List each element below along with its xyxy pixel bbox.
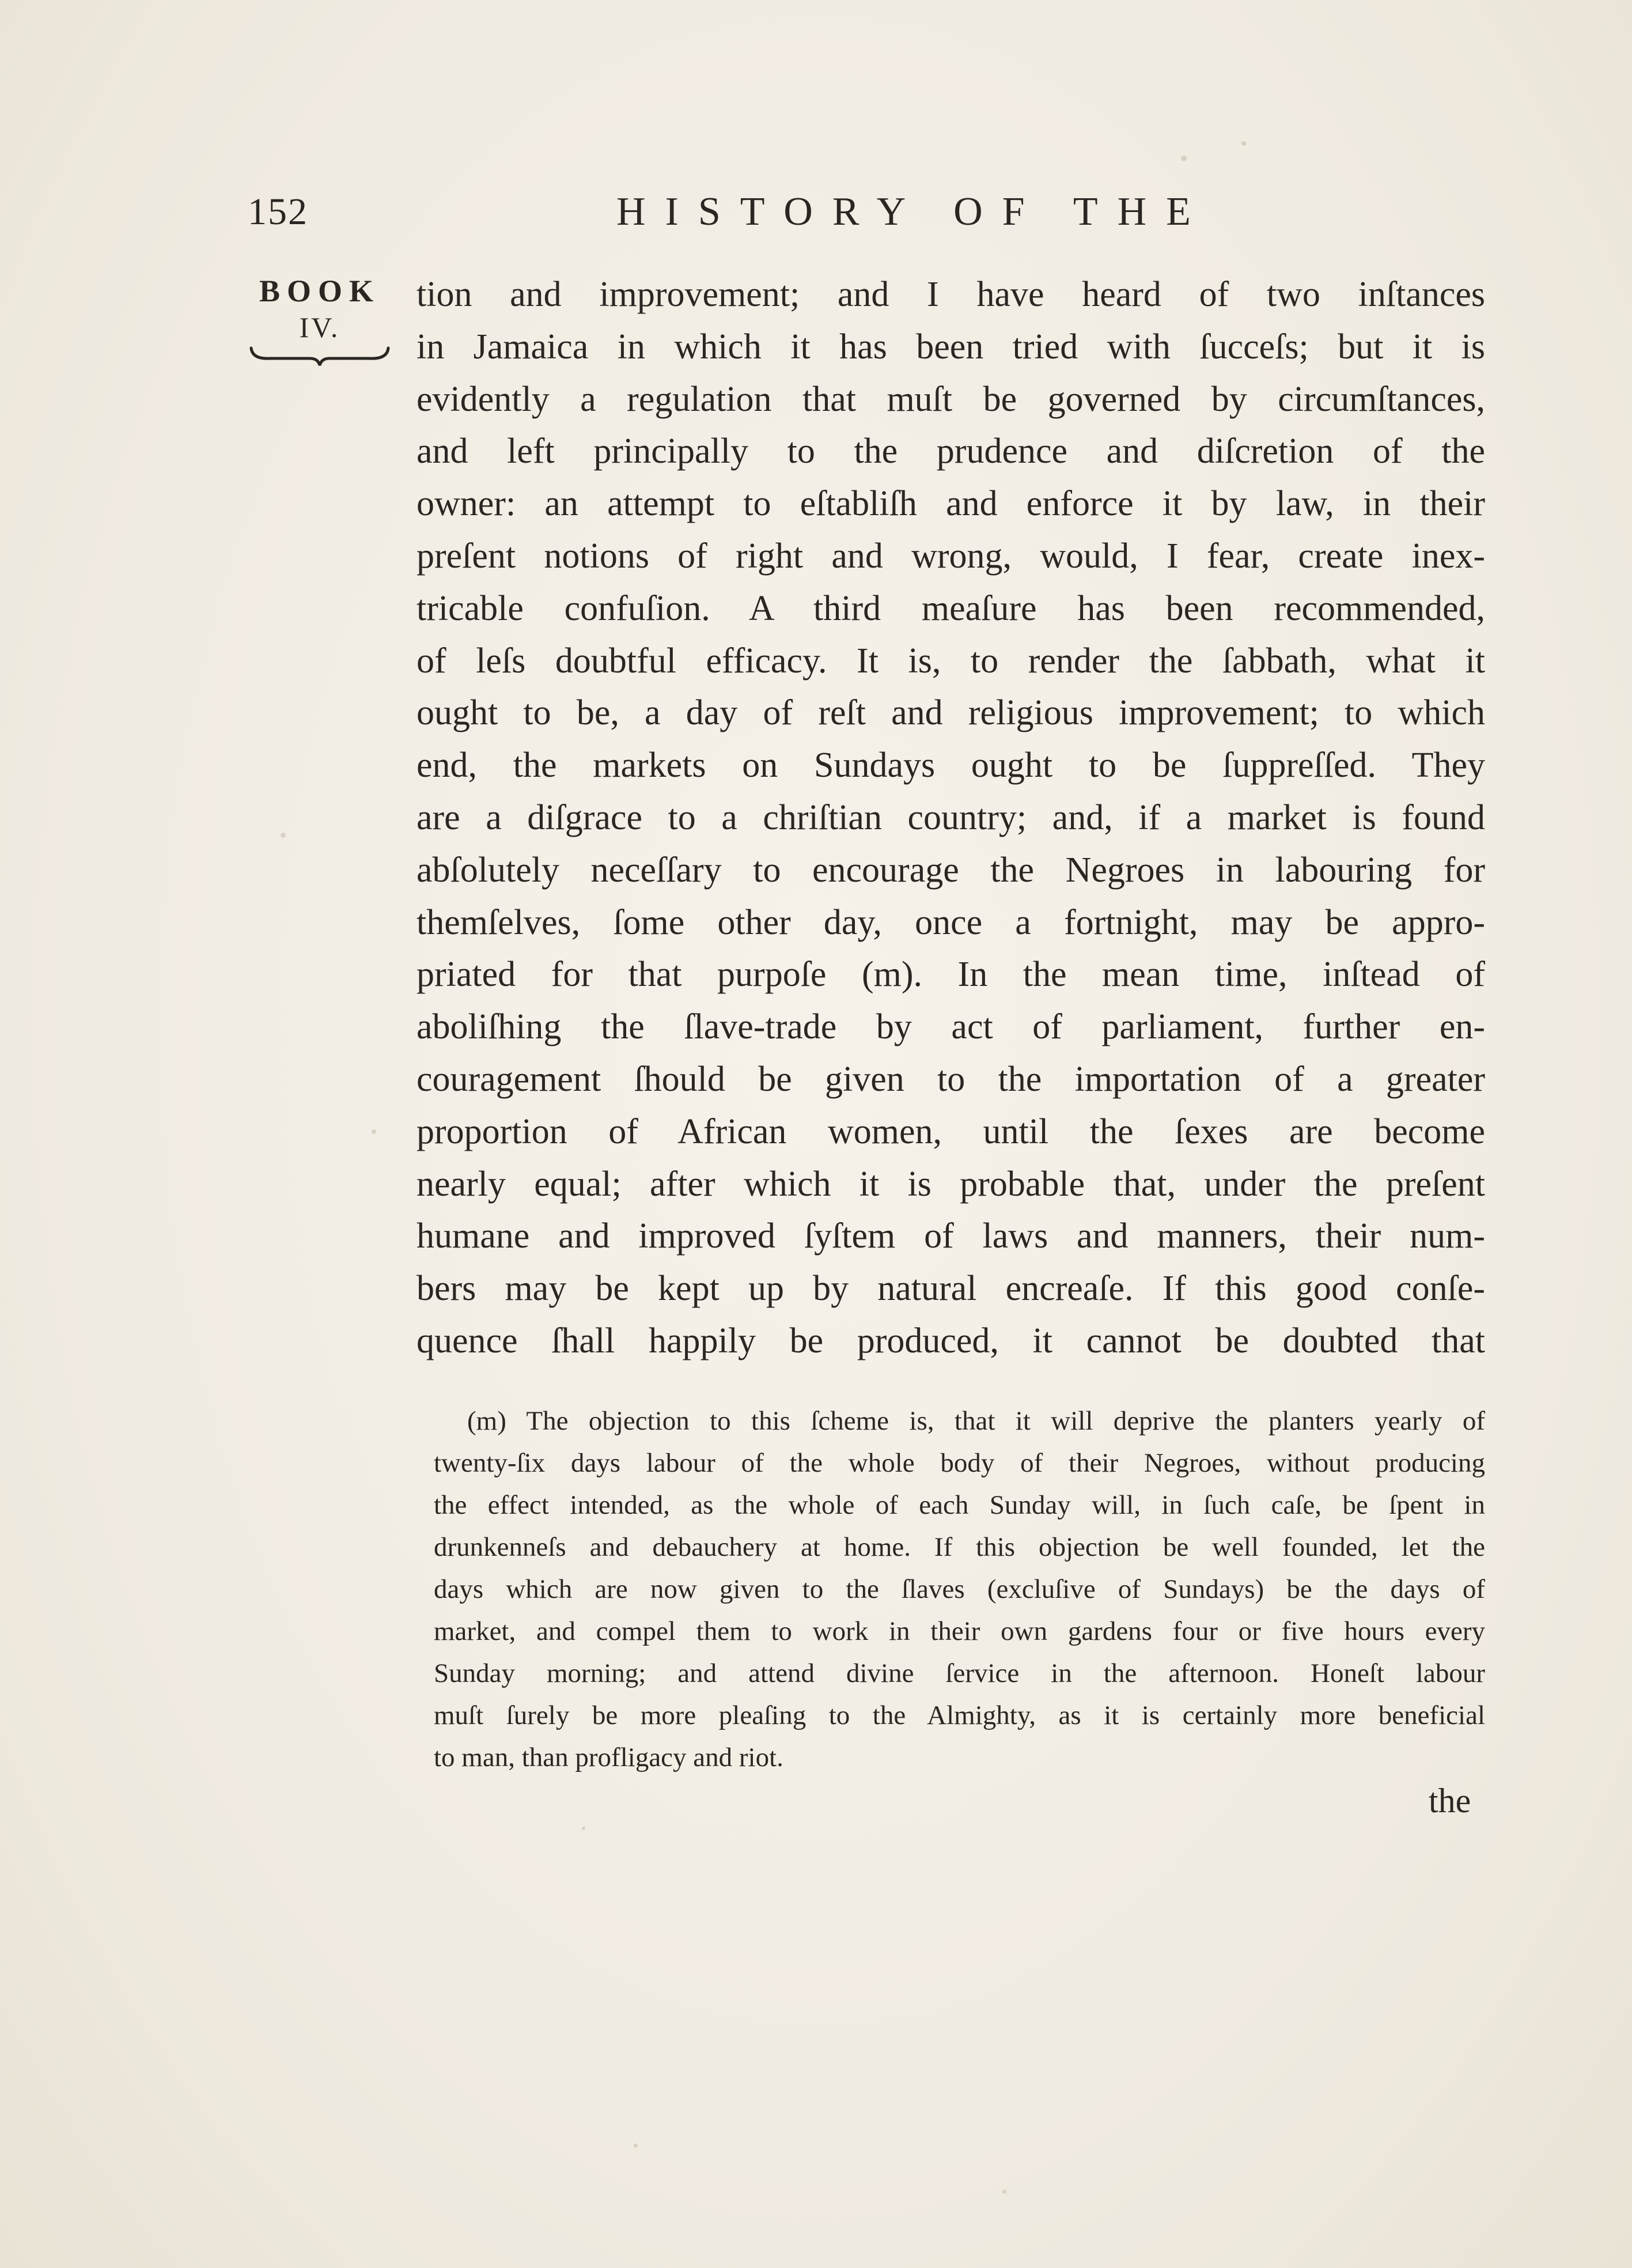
body-line: preſent notions of right and wrong, would, I fear, create inex- [416,536,1485,576]
paper-speck [634,2144,638,2148]
body-line: in Jamaica in which it has been tried with ſucceſs; but it is [416,327,1485,366]
footnote-line: twenty-ſix days labour of the whole body of their Negroes, without producing [434,1448,1485,1478]
page-number: 152 [248,191,308,233]
running-head [248,183,1480,241]
margin-book-label: BOOK [259,274,381,308]
body-line: themſelves, ſome other day, once a fortnight, may be appro- [416,902,1485,942]
brace-ornament-icon [248,345,392,368]
paper-speck [582,1827,585,1830]
body-line: of leſs doubtful efficacy. It is, to render the ſabbath, what it [416,641,1485,681]
footnote-line: drunkenneſs and debauchery at home. If this objection be well founded, let the [434,1532,1485,1562]
paper-speck [1181,156,1187,161]
body-line: owner: an attempt to eſtabliſh and enforce it by law, in their [416,484,1485,524]
footnote-line: days which are now given to the ſlaves (excluſive of Sundays) be the days of [434,1574,1485,1604]
footnote-line: to man, than profligacy and riot. [434,1742,783,1772]
footnote-line: muſt ſurely be more pleaſing to the Almighty, as it is certainly more beneficial [434,1700,1485,1730]
body-line: abſolutely neceſſary to encourage the Negroes in labouring for [416,850,1485,890]
body-line: humane and improved ſyſtem of laws and manners, their num- [416,1216,1485,1256]
body-line: proportion of African women, until the ſexes are become [416,1112,1485,1151]
body-line: ought to be, a day of reſt and religious improvement; to which [416,693,1485,733]
margin-volume-label: IV. [299,311,340,343]
footnote-line: (m) The objection to this ſcheme is, that it will deprive the planters yearly of [467,1406,1485,1436]
body-line: priated for that purpoſe (m). In the mean time, inſtead of [416,955,1485,995]
body-line: evidently a regulation that muſt be governed by circumſtances, [416,379,1485,419]
footnote-line: market, and compel them to work in their own gardens four or five hours every [434,1616,1485,1646]
footnote [434,1400,1485,1779]
body-line: bers may be kept up by natural encreaſe. If this good conſe- [416,1269,1485,1309]
body-line: quence ſhall happily be produced, it cannot be doubted that [416,1321,1485,1360]
body-line: end, the markets on Sundays ought to be ſuppreſſed. They [416,746,1485,785]
footnote-line: the effect intended, as the whole of each Sunday will, in ſuch caſe, be ſpent in [434,1490,1485,1520]
body-line: are a diſgrace to a chriſtian country; and, if a market is found [416,797,1485,837]
body-line: aboliſhing the ſlave-trade by act of parliament, further en- [416,1007,1485,1047]
body-line: and left principally to the prudence and diſcretion of the [416,432,1485,471]
body-line: nearly equal; after which it is probable that, under the preſent [416,1164,1485,1204]
footnote-line: Sunday morning; and attend divine ſervice in the afternoon. Honeſt labour [434,1658,1485,1688]
body-text [416,269,1485,1367]
running-title: HISTORY OF THE [616,190,1210,234]
body-line: tricable confuſion. A third meaſure has been recommended, [416,588,1485,628]
body-line: tion and improvement; and I have heard of two inſtances [416,275,1485,314]
paper-speck [281,833,286,838]
paper-speck [372,1129,376,1134]
catchword: the [1429,1782,1471,1820]
paper-speck [1002,2190,1006,2194]
margin-note [245,271,395,368]
paper-speck [1241,141,1246,146]
body-line: couragement ſhould be given to the importation of a greater [416,1059,1485,1099]
